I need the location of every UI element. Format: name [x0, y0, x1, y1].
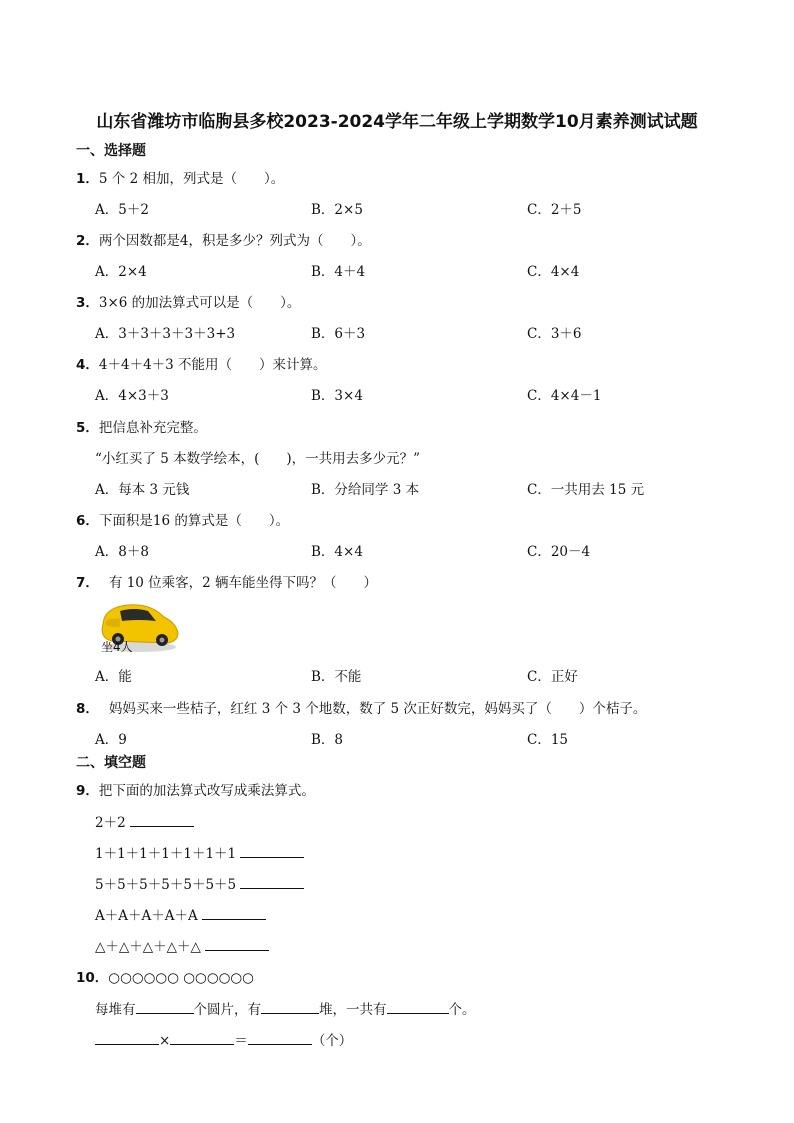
option-b: B．6＋3 [311, 326, 366, 342]
option-b: B．2×5 [311, 202, 363, 218]
question-2 [76, 229, 371, 249]
option-c: C．2＋5 [527, 202, 582, 218]
question-text: 把信息补充完整。 [98, 420, 207, 436]
answer-blank[interactable] [248, 1030, 312, 1045]
answer-blank[interactable] [170, 1030, 234, 1045]
option-a: A．3＋3＋3＋3＋3+3 [95, 326, 236, 342]
question-number: 10． [76, 970, 109, 986]
section-heading-choice: 一、选择题 [76, 143, 146, 159]
expression: 1＋1＋1＋1＋1＋1＋1 [95, 846, 237, 862]
question-10 [76, 966, 254, 986]
question-number: 6． [76, 513, 99, 529]
answer-blank[interactable] [387, 999, 449, 1014]
expression-line-2 [95, 842, 304, 862]
question-text: 3×6 的加法算式可以是（ ）。 [98, 295, 301, 311]
question-text: 妈妈买来一些桔子，红红 3 个 3 个地数，数了 5 次正好数完，妈妈买了（ ）个桔子。 [108, 701, 647, 717]
question-number: 7． [76, 575, 99, 591]
question-3 [76, 291, 300, 311]
question-number: 2． [76, 233, 99, 249]
question-9 [76, 779, 315, 799]
sentence-part: 个圆片，有 [193, 1002, 261, 1018]
question-number: 8． [76, 701, 99, 717]
section-heading-fill: 二、填空题 [76, 755, 146, 771]
equals-sign: ＝ [234, 1033, 248, 1049]
option-b: B．分给同学 3 本 [311, 482, 420, 498]
question-7 [76, 571, 377, 591]
circle-groups: ○○○○○○ ○○○○○○ [108, 970, 254, 986]
question-number: 4． [76, 357, 99, 373]
question-6 [76, 509, 289, 529]
car-hub-rear [160, 638, 165, 643]
car-capacity-label: 坐4人 [101, 640, 133, 654]
question-text: 下面积是16 的算式是（ ）。 [98, 513, 290, 529]
question-number: 1． [76, 171, 99, 187]
unit-label: （个） [311, 1033, 353, 1049]
option-c: C．4×4－1 [527, 388, 602, 404]
answer-blank[interactable] [240, 843, 304, 858]
option-a: A．5＋2 [95, 202, 149, 218]
option-b: B．3×4 [311, 388, 363, 404]
option-c: C．一共用去 15 元 [527, 482, 645, 498]
question-text: 有 10 位乘客，2 辆车能坐得下吗？（ ） [108, 575, 378, 591]
option-b: B．4×4 [311, 544, 363, 560]
question-4 [76, 353, 327, 373]
question-text: 两个因数都是4，积是多少？列式为（ ）。 [98, 233, 371, 249]
option-c: C．4×4 [527, 264, 580, 280]
option-b: B．不能 [311, 669, 362, 685]
question-number: 3． [76, 295, 99, 311]
expression-line-3 [95, 873, 304, 893]
answer-blank[interactable] [130, 812, 194, 827]
answer-blank[interactable] [136, 999, 194, 1014]
expression: 2＋2 [95, 815, 126, 831]
answer-blank[interactable] [205, 936, 269, 951]
answer-blank[interactable] [240, 874, 304, 889]
question-5 [76, 416, 207, 436]
page-title: 山东省潍坊市临朐县多校2023-2024学年二年级上学期数学10月素养测试试题 [96, 112, 698, 132]
option-a: A．每本 3 元钱 [95, 482, 190, 498]
answer-blank[interactable] [261, 999, 319, 1014]
option-c: C．15 [527, 732, 569, 748]
question-10-sentence [95, 998, 476, 1018]
sentence-part: 个。 [448, 1002, 476, 1018]
expression: △＋△＋△＋△＋△ [95, 939, 201, 955]
option-b: B．4＋4 [311, 264, 366, 280]
question-1 [76, 167, 284, 187]
option-a: A．4×3＋3 [95, 388, 169, 404]
question-number: 5． [76, 420, 99, 436]
answer-blank[interactable] [202, 905, 266, 920]
expression: 5＋5＋5＋5＋5＋5＋5 [95, 877, 237, 893]
expression-line-5 [95, 935, 269, 955]
question-10-equation [95, 1029, 352, 1049]
sentence-part: 堆，一共有 [319, 1002, 387, 1018]
sentence-part: 每堆有 [95, 1002, 136, 1018]
question-8 [76, 697, 646, 717]
option-c: C．正好 [527, 669, 578, 685]
question-5-statement: “小红买了 5 本数学绘本，( )，一共用去多少元？” [95, 451, 421, 467]
question-text: 5 个 2 相加，列式是（ ）。 [98, 171, 285, 187]
option-c: C．20－4 [527, 544, 591, 560]
expression-line-4 [95, 904, 266, 924]
option-a: A．8＋8 [95, 544, 149, 560]
answer-blank[interactable] [95, 1030, 159, 1045]
option-c: C．3＋6 [527, 326, 582, 342]
option-a: A．能 [95, 669, 132, 685]
question-text: 4＋4＋4＋3 不能用（ ）来计算。 [98, 357, 327, 373]
question-number: 9． [76, 783, 99, 799]
question-text: 把下面的加法算式改写成乘法算式。 [98, 783, 315, 799]
option-a: A．9 [95, 732, 127, 748]
option-b: B．8 [311, 732, 344, 748]
expression: A＋A＋A＋A＋A [95, 908, 198, 924]
times-sign: × [159, 1033, 171, 1049]
expression-line-1 [95, 811, 194, 831]
option-a: A．2×4 [95, 264, 147, 280]
